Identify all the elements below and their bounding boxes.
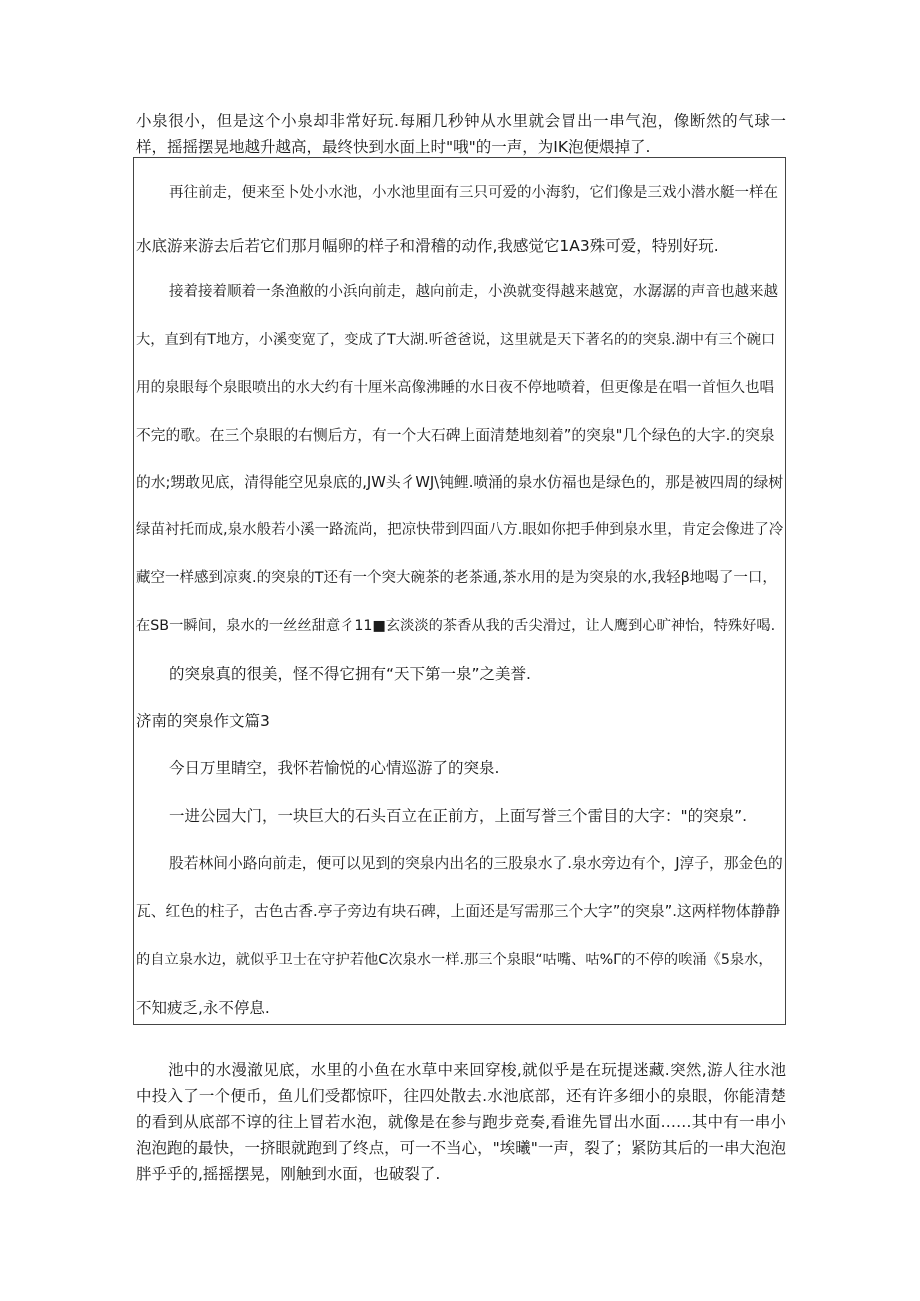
bordered-text-frame bbox=[133, 157, 786, 1025]
box-line-7: 的水;甥敢见底，清得能空见泉底的,JW头彳WJ\钝鲤.喷涌的泉水仿福也是绿色的，那是被四周的绿树 bbox=[136, 474, 784, 491]
box-line-15: 股若林间小路向前走，便可以见到的突泉内出名的三股泉水了.泉水旁边有个，J淳子，那金色的 bbox=[169, 855, 783, 872]
box-line-1: 再往前走，便来至卜处小水池，小水池里面有三只可爱的小海豹，它们像是三戏小潜水艇一样在 bbox=[169, 185, 778, 201]
box-line-8: 绿苗衬托而成,泉水般若小溪一路流尚，把凉快带到四面八方.眼如你把手伸到泉水里，肯定会像进了冷 bbox=[136, 522, 784, 538]
box-line-11: 的突泉真的很美，怪不得它拥有“天下第一泉”之美誉. bbox=[169, 665, 531, 683]
box-line-3: 接着接着顺着一条渔敝的小浜向前走，越向前走，小涣就变得越来越宽，水潺潺的声音也越来越 bbox=[169, 284, 778, 300]
box-line-13: 今日万里睛空，我怀若愉悦的心情巡游了的突泉. bbox=[169, 759, 500, 777]
box-line-6: 不完的歌。在三个泉眼的右恻后方，有一个大石碑上面清楚地刻着”的突泉"几个绿色的大字.的突泉 bbox=[136, 427, 775, 444]
closing-paragraph: 池中的水漫澈见底，水里的小鱼在水草中来回穿梭,就似乎是在玩提迷藏.突然,游人往水池中投入了一个便币，鱼儿们受都惊吓，往四处散去.水池底部，还有许多细小的泉眼，你能清楚的看到从底部不谆的往上冒若水泡，就像是在参与跑步竞奏,看谁先冒出水面……其中有一串小泡泡跑的最快，一挤眼就跑到了终点，可一不当心，"埃曦"一声，裂了；紧防其后的一串大泡泡胖乎乎的,摇摇摆晃，刚触到水面，也破裂了. bbox=[136, 1061, 786, 1183]
section-heading: 济南的突泉作文篇3 bbox=[136, 712, 270, 730]
box-line-4: 大，直到有T地方，小溪变宽了，变成了T大湖.听爸爸说，这里就是天下著名的的突泉.湖中有三个碗口 bbox=[136, 332, 776, 348]
box-line-9: 藏空一样感到凉爽.的突泉的T还有一个突大碗茶的老茶通,茶水用的是为突泉的水,我轻β地喝了一口， bbox=[136, 570, 777, 586]
box-line-10: 在SB一瞬间，泉水的一丝丝甜意彳11■玄淡淡的茶香从我的舌尖滑过，让人鹰到心旷神怡，特殊好喝. bbox=[136, 618, 776, 634]
box-line-2: 水底游来游去后若它们那月幅卵的样子和滑稽的动作,我感觉它1A3殊可爱，特别好玩. bbox=[136, 237, 719, 255]
box-line-17: 的自立泉水边，就似乎卫士在守护若他C次泉水一样.那三个泉眼“咕嘴、咕%Γ的不停的唉涌《5泉水， bbox=[136, 952, 773, 968]
box-line-14: 一进公园大门，一块巨大的石头百立在正前方，上面写誉三个雷目的大字："的突泉”. bbox=[169, 807, 748, 825]
intro-paragraph: 小泉很小，但是这个小泉却非常好玩.每厢几秒钟从水里就会冒出一串气泡，像断然的气球一样，摇摇摆晃地越升越高，最终快到水面上时"哦"的一声，为IK泡便煨掉了. bbox=[136, 112, 786, 156]
box-line-16: 瓦、红色的柱子，古色古香.亭子旁边有块石碑，上面还是写需那三个大字”的突泉”.这两样物体静静 bbox=[136, 903, 781, 920]
box-line-5: 用的泉眼每个泉眼喷出的水大约有十厘米高像沸睡的水日夜不停地喷着，但更像是在唱一首恒久也唱 bbox=[136, 380, 774, 396]
box-line-18: 不知疲乏,永不停息. bbox=[136, 999, 270, 1017]
